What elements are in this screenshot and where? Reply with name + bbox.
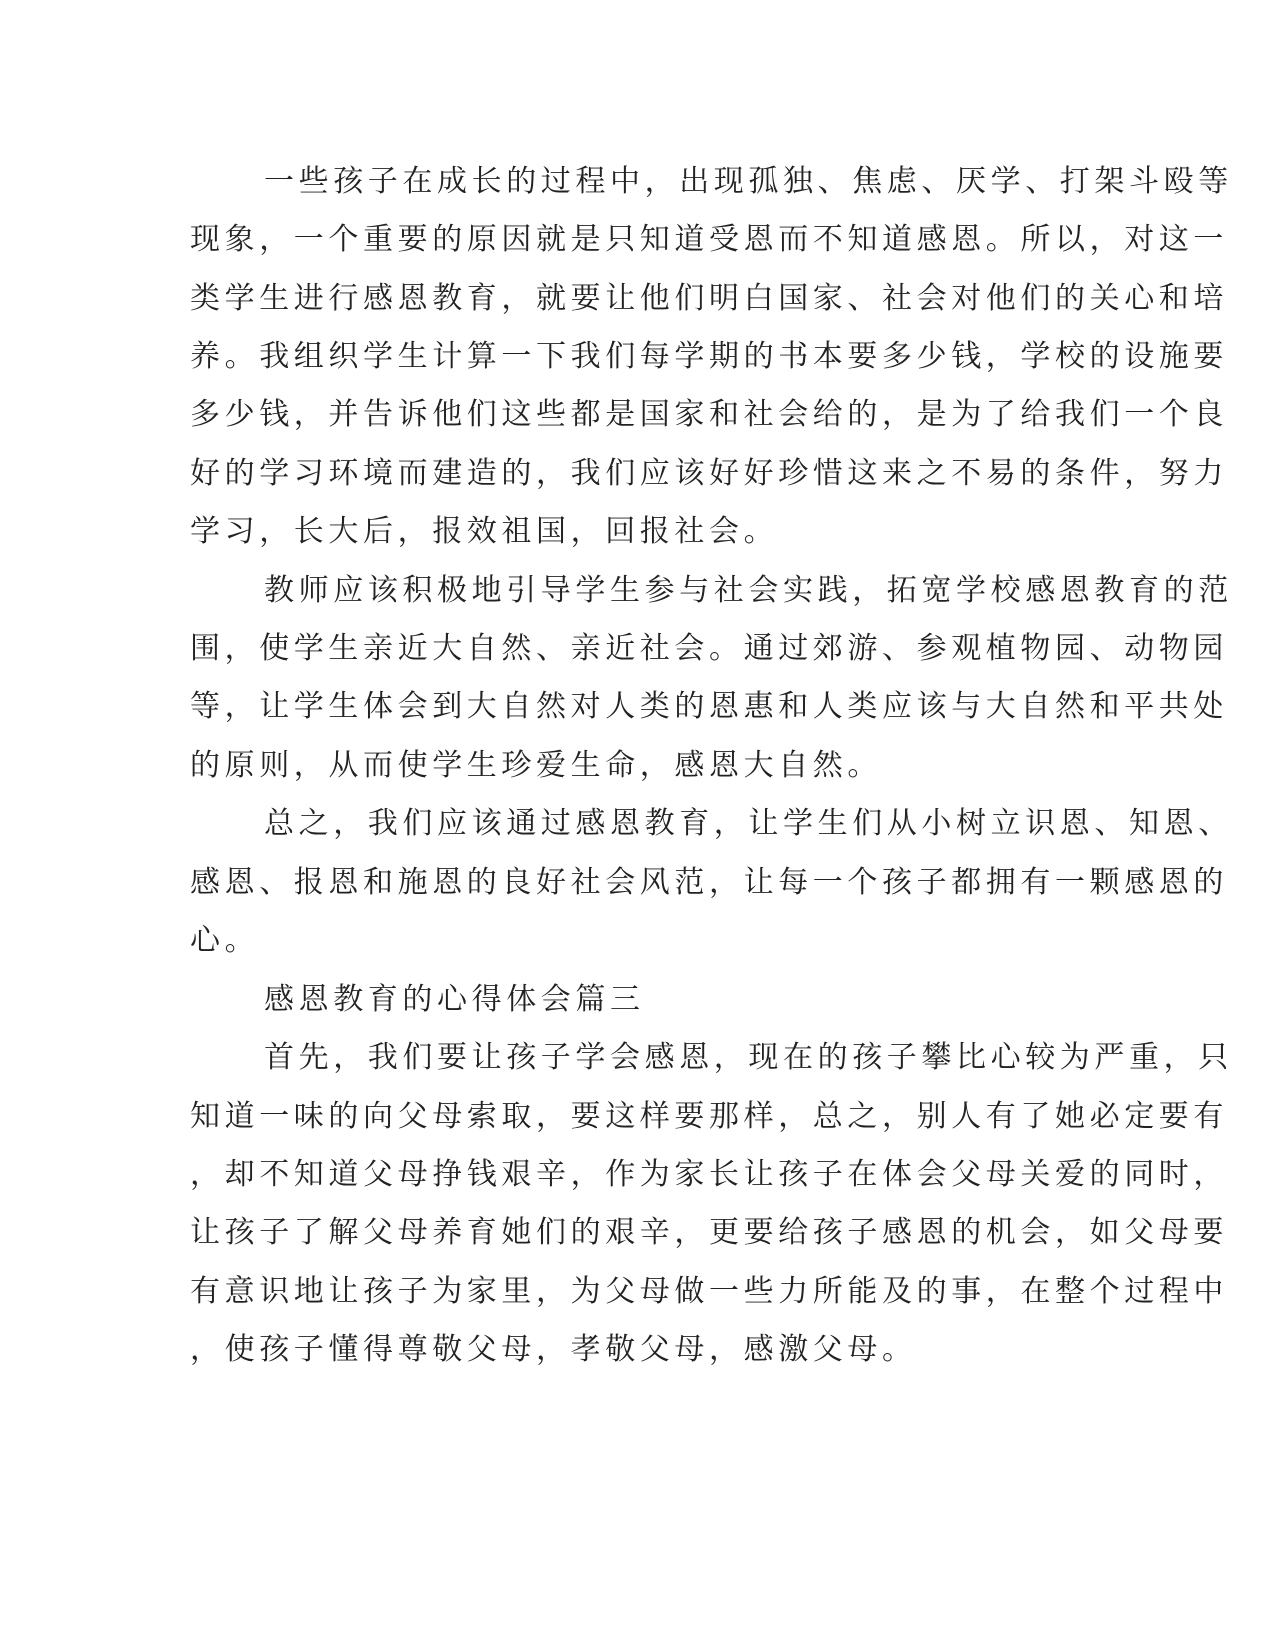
paragraph-4-line-4: 让孩子了解父母养育她们的艰辛，更要给孩子感恩的机会，如父母要 bbox=[190, 1215, 1228, 1250]
paragraph-2-line-3: 等，让学生体会到大自然对人类的恩惠和人类应该与大自然和平共处 bbox=[190, 689, 1228, 724]
paragraph-1-line-3: 类学生进行感恩教育，就要让他们明白国家、社会对他们的关心和培 bbox=[190, 281, 1228, 316]
paragraph-1-line-5: 多少钱，并告诉他们这些都是国家和社会给的，是为了给我们一个良 bbox=[190, 397, 1228, 432]
paragraph-4-line-6: ，使孩子懂得尊敬父母，孝敬父母，感激父母。 bbox=[190, 1332, 917, 1367]
paragraph-2-line-2: 围，使学生亲近大自然、亲近社会。通过郊游、参观植物园、动物园 bbox=[190, 631, 1228, 666]
paragraph-1-line-4: 养。我组织学生计算一下我们每学期的书本要多少钱，学校的设施要 bbox=[190, 339, 1228, 374]
paragraph-4-line-2: 知道一味的向父母索取，要这样要那样，总之，别人有了她必定要有 bbox=[190, 1099, 1228, 1134]
section-heading: 感恩教育的心得体会篇三 bbox=[264, 982, 645, 1017]
paragraph-2-line-1: 教师应该积极地引导学生参与社会实践，拓宽学校感恩教育的范 bbox=[264, 573, 1233, 608]
paragraph-4-line-1: 首先，我们要让孩子学会感恩，现在的孩子攀比心较为严重，只 bbox=[264, 1040, 1233, 1075]
paragraph-2-line-4: 的原则，从而使学生珍爱生命，感恩大自然。 bbox=[190, 748, 882, 783]
paragraph-3-line-1: 总之，我们应该通过感恩教育，让学生们从小树立识恩、知恩、 bbox=[264, 806, 1233, 841]
paragraph-1-line-6: 好的学习环境而建造的，我们应该好好珍惜这来之不易的条件，努力 bbox=[190, 456, 1228, 491]
paragraph-3-line-3: 心。 bbox=[190, 923, 260, 958]
paragraph-1-line-7: 学习，长大后，报效祖国，回报社会。 bbox=[190, 514, 779, 549]
paragraph-1-line-1: 一些孩子在成长的过程中，出现孤独、焦虑、厌学、打架斗殴等 bbox=[264, 164, 1233, 199]
paragraph-4-line-5: 有意识地让孩子为家里，为父母做一些力所能及的事，在整个过程中 bbox=[190, 1274, 1228, 1309]
paragraph-3-line-2: 感恩、报恩和施恩的良好社会风范，让每一个孩子都拥有一颗感恩的 bbox=[190, 865, 1228, 900]
paragraph-4-line-3: ，却不知道父母挣钱艰辛，作为家长让孩子在体会父母关爱的同时， bbox=[190, 1157, 1228, 1192]
paragraph-1-line-2: 现象，一个重要的原因就是只知道受恩而不知道感恩。所以，对这一 bbox=[190, 222, 1228, 257]
